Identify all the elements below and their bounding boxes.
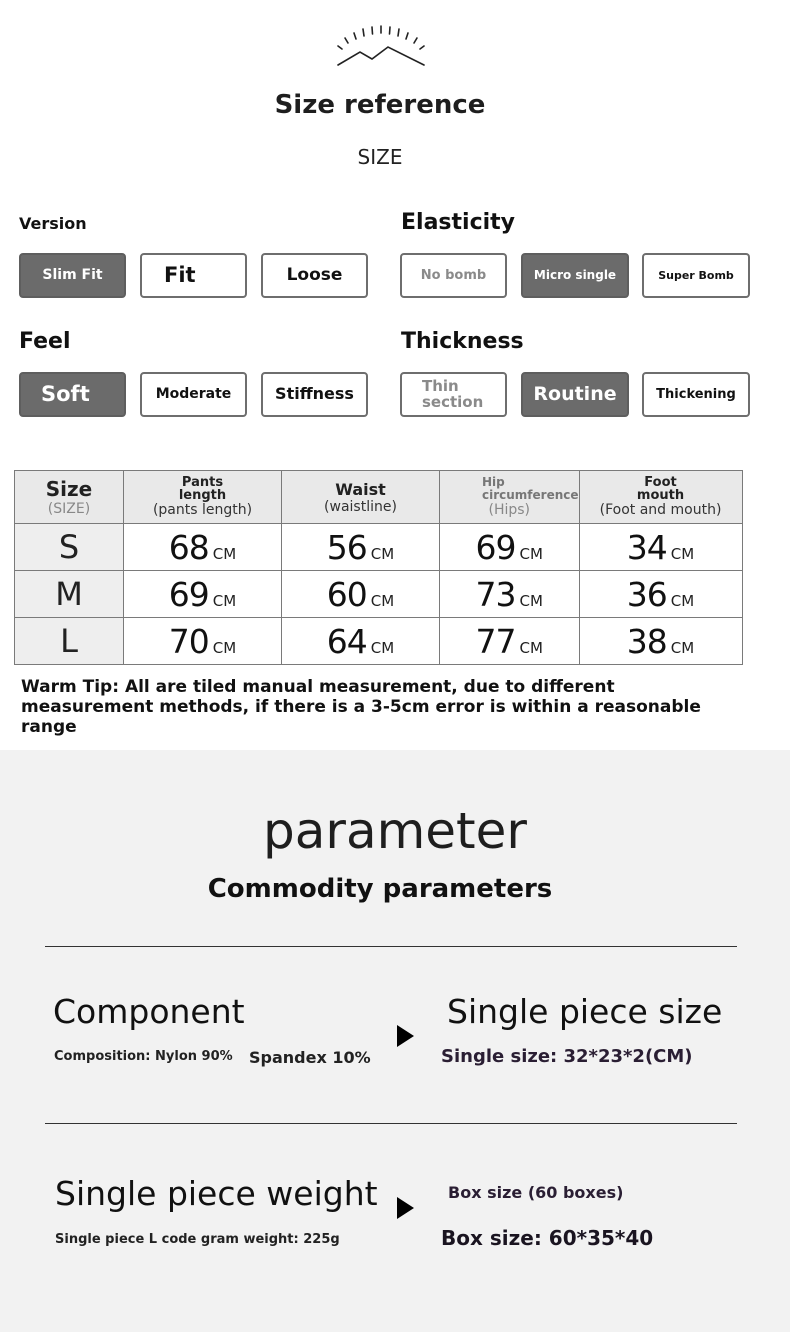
- table-row: [15, 524, 743, 571]
- measure-cell: 56 CM: [282, 524, 440, 571]
- measure-cell: 77 CM: [440, 618, 580, 665]
- composition-nylon: Composition: Nylon 90%: [54, 1049, 233, 1064]
- thickness-label: Thickness: [401, 329, 524, 354]
- box-size-value: Box size: 60*35*40: [441, 1226, 654, 1250]
- divider: [45, 946, 737, 947]
- elasticity-option-super-bomb[interactable]: Super Bomb: [642, 253, 750, 298]
- measure-cell: 36 CM: [579, 571, 742, 618]
- measure-cell: 60 CM: [282, 571, 440, 618]
- table-row: [15, 618, 743, 665]
- divider: [45, 1123, 737, 1124]
- sunrise-icon: [330, 22, 430, 68]
- warm-tip: Warm Tip: All are tiled manual measurement, due to different measurement methods, if there is a 3-5cm error is within a reasonable range: [21, 677, 701, 737]
- arrow-right-icon: [397, 1025, 414, 1047]
- size-table-header-waist: Waist (waistline): [282, 471, 440, 524]
- measure-cell: 73 CM: [440, 571, 580, 618]
- table-row: [15, 571, 743, 618]
- size-reference-subtitle: SIZE: [357, 145, 403, 169]
- measure-cell: 69 CM: [124, 571, 282, 618]
- size-table-header-size: Size (SIZE): [15, 471, 124, 524]
- elasticity-option-micro-single[interactable]: Micro single: [521, 253, 629, 298]
- size-cell: S: [15, 524, 124, 571]
- size-cell: L: [15, 618, 124, 665]
- thickness-option-routine[interactable]: Routine: [521, 372, 629, 417]
- commodity-parameters-subtitle: Commodity parameters: [207, 874, 553, 904]
- version-option-slim-fit[interactable]: Slim Fit: [19, 253, 126, 298]
- measure-cell: 70 CM: [124, 618, 282, 665]
- thickness-option-thickening[interactable]: Thickening: [642, 372, 750, 417]
- parameter-section: [0, 750, 790, 1332]
- size-table-header-hip: Hip circumference (Hips): [440, 471, 580, 524]
- size-table-header-row: [15, 471, 743, 524]
- parameter-title: parameter: [263, 802, 527, 860]
- measure-cell: 38 CM: [579, 618, 742, 665]
- elasticity-option-no-bomb[interactable]: No bomb: [400, 253, 507, 298]
- single-piece-size-heading: Single piece size: [447, 992, 723, 1031]
- arrow-right-icon: [397, 1197, 414, 1219]
- version-option-fit[interactable]: Fit: [140, 253, 247, 298]
- feel-option-soft[interactable]: Soft: [19, 372, 126, 417]
- measure-cell: 34 CM: [579, 524, 742, 571]
- weight-value: Single piece L code gram weight: 225g: [55, 1232, 340, 1247]
- component-heading: Component: [53, 992, 245, 1031]
- version-label: Version: [19, 214, 87, 233]
- size-cell: M: [15, 571, 124, 618]
- size-table: [14, 470, 743, 665]
- feel-option-moderate[interactable]: Moderate: [140, 372, 247, 417]
- single-size-value: Single size: 32*23*2(CM): [441, 1046, 693, 1067]
- measure-cell: 64 CM: [282, 618, 440, 665]
- elasticity-label: Elasticity: [401, 210, 516, 235]
- box-size-heading: Box size (60 boxes): [448, 1183, 624, 1202]
- feel-option-stiffness[interactable]: Stiffness: [261, 372, 368, 417]
- measure-cell: 69 CM: [440, 524, 580, 571]
- size-table-header-foot-mouth: Foot mouth (Foot and mouth): [579, 471, 742, 524]
- size-table-header-pants-length: Pants length (pants length): [124, 471, 282, 524]
- single-piece-weight-heading: Single piece weight: [55, 1174, 378, 1213]
- thickness-option-thin-section[interactable]: Thin section: [400, 372, 507, 417]
- feel-label: Feel: [19, 329, 71, 354]
- size-reference-title: Size reference: [274, 90, 486, 120]
- composition-spandex: Spandex 10%: [249, 1048, 371, 1067]
- version-option-loose[interactable]: Loose: [261, 253, 368, 298]
- measure-cell: 68 CM: [124, 524, 282, 571]
